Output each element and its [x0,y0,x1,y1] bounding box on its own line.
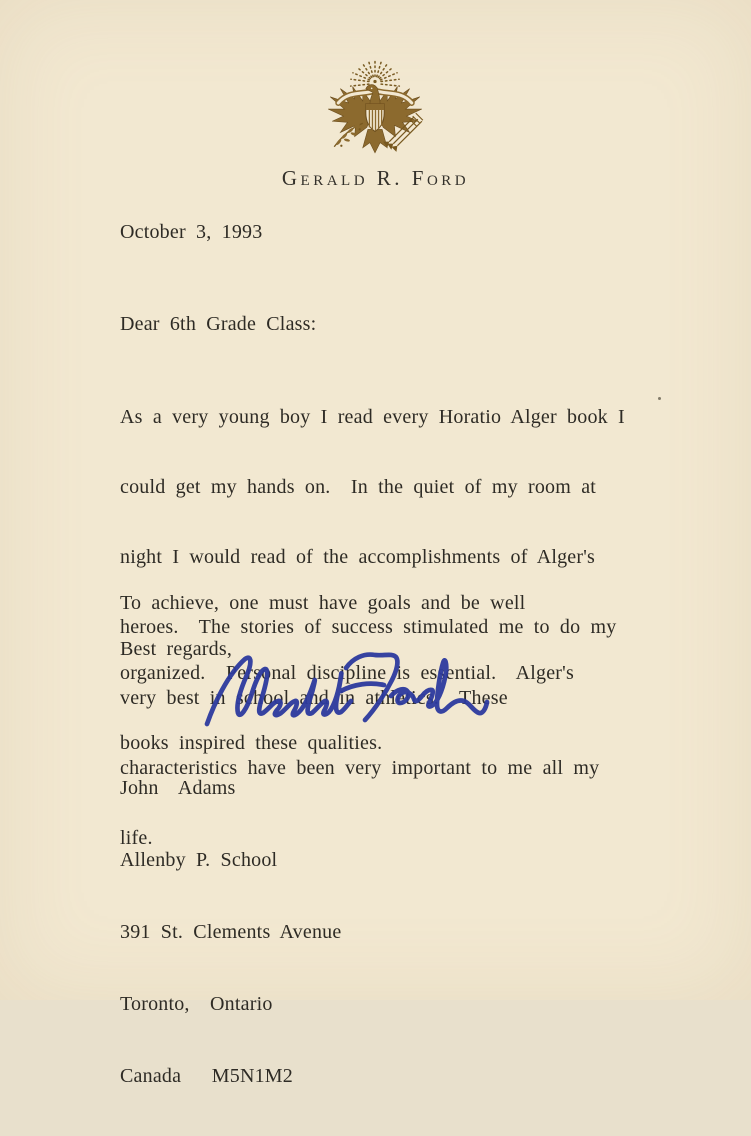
recipient-address [120,729,341,1136]
body-line: organized. Personal discipline is essential. Alger's [120,662,574,685]
letter-date: October 3, 1993 [120,221,263,243]
body-line: very best in school and in athletics. These [120,686,508,709]
letterhead-name: Gerald R. Ford [281,166,470,190]
address-line: Allenby P. School [120,848,278,871]
stray-ink-dot [658,397,661,400]
body-line: As a very young boy I read every Horatio Alger book I [120,405,625,428]
eagle-tail [363,129,387,152]
body-line: night I would read of the accomplishments of Alger's [120,546,596,569]
address-line: 391 St. Clements Avenue [120,920,342,943]
salutation: Dear 6th Grade Class: [120,313,317,335]
address-line: Canada M5N1M2 [120,1064,293,1087]
presidential-seal-icon [322,58,428,158]
signature [198,644,490,732]
closing: Best regards, [120,638,233,660]
address-line: John Adams [120,776,236,799]
body-line: characteristics have been very important to me all my [120,756,600,779]
body-line: books inspired these qualities. [120,732,383,755]
signature-ink-icon [198,644,490,732]
body-line: life. [120,827,153,850]
body-line: could get my hands on. In the quiet of my room at [120,476,597,499]
body-line: heroes. The stories of success stimulated me to do my [120,616,617,639]
address-line: Toronto, Ontario [120,992,273,1015]
body-line: To achieve, one must have goals and be well [120,591,526,614]
